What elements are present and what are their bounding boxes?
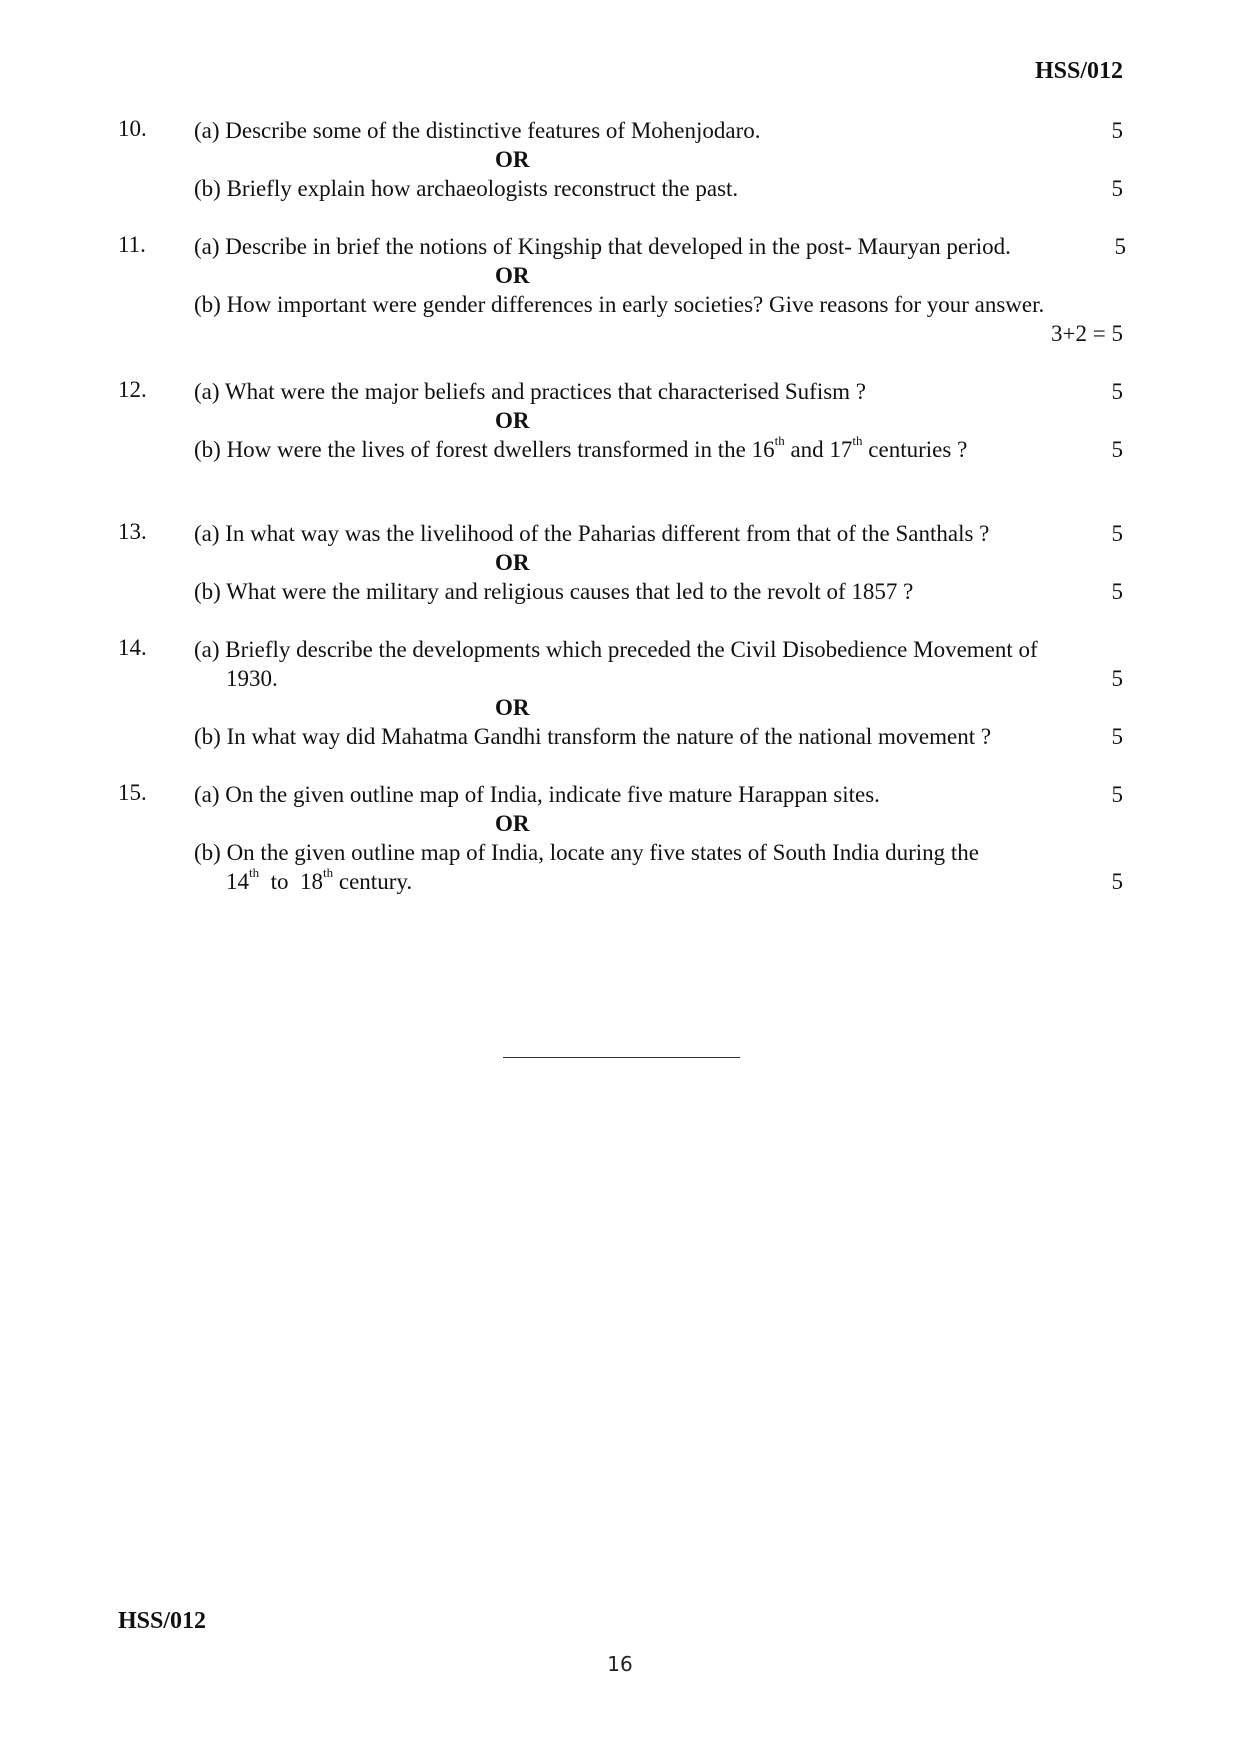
superscript: th xyxy=(249,865,260,881)
text-segment: (b) How were the lives of forest dwellers transformed in the 16 xyxy=(194,437,775,462)
or-separator: OR xyxy=(495,550,530,575)
marks: 5 xyxy=(1111,118,1123,143)
question-13 xyxy=(118,519,1123,606)
option-b-text: (b) How important were gender differences in early societies? Give reasons for your answer. xyxy=(194,292,1045,317)
marks: 5 xyxy=(1111,579,1123,604)
option-b-text: (b) What were the military and religious causes that led to the revolt of 1857 ? xyxy=(194,579,914,604)
option-a-text: (a) Briefly describe the developments which preceded the Civil Disobedience Movement of xyxy=(194,637,1038,662)
option-a xyxy=(194,377,1123,406)
marks: 5 xyxy=(1111,176,1123,201)
option-b-text xyxy=(194,433,968,462)
option-b-text-cont xyxy=(226,865,413,894)
text-segment: to 18 xyxy=(259,869,324,894)
option-a-text-cont: 1930. xyxy=(226,666,278,691)
option-b xyxy=(194,838,1123,867)
option-a xyxy=(194,232,1126,261)
page-number: 16 xyxy=(607,1652,633,1676)
or-separator: OR xyxy=(495,811,530,836)
option-b xyxy=(194,435,1123,464)
or-separator: OR xyxy=(495,408,530,433)
text-segment: century. xyxy=(333,869,413,894)
superscript: th xyxy=(852,433,863,449)
option-b xyxy=(194,174,1123,203)
text-segment: centuries ? xyxy=(862,437,968,462)
superscript: th xyxy=(774,433,785,449)
question-number: 15. xyxy=(118,780,147,805)
document-code-footer: HSS/012 xyxy=(118,1608,207,1634)
text-segment: 14 xyxy=(226,869,249,894)
text-segment: and 17 xyxy=(784,437,853,462)
question-number: 12. xyxy=(118,377,147,402)
question-11 xyxy=(118,232,1126,348)
option-b xyxy=(194,722,1123,751)
option-b-text: (b) In what way did Mahatma Gandhi transform the nature of the national movement ? xyxy=(194,724,992,749)
option-a xyxy=(194,519,1123,548)
or-separator: OR xyxy=(495,147,530,172)
option-b-continuation xyxy=(194,867,1123,896)
marks: 5 xyxy=(1114,234,1126,259)
option-a-text: (a) On the given outline map of India, indicate five mature Harappan sites. xyxy=(194,782,880,807)
option-b-text: (b) On the given outline map of India, locate any five states of South India during the xyxy=(194,840,979,865)
question-10 xyxy=(118,116,1123,203)
marks-breakdown: 3+2 = 5 xyxy=(1051,321,1123,346)
marks: 5 xyxy=(1111,869,1123,894)
marks: 5 xyxy=(1111,666,1123,691)
question-number: 13. xyxy=(118,519,147,544)
question-number: 14. xyxy=(118,635,147,660)
end-divider xyxy=(503,1057,740,1058)
option-a-text: (a) Describe some of the distinctive features of Mohenjodaro. xyxy=(194,118,761,143)
document-code-header: HSS/012 xyxy=(1034,58,1123,84)
or-separator: OR xyxy=(495,263,530,288)
option-b-text: (b) Briefly explain how archaeologists reconstruct the past. xyxy=(194,176,739,201)
marks: 5 xyxy=(1111,724,1123,749)
option-a-text: (a) What were the major beliefs and practices that characterised Sufism ? xyxy=(194,379,867,404)
marks: 5 xyxy=(1111,379,1123,404)
option-a xyxy=(194,116,1123,145)
marks: 5 xyxy=(1111,437,1123,462)
option-a xyxy=(194,780,1123,809)
marks: 5 xyxy=(1111,782,1123,807)
or-separator: OR xyxy=(495,695,530,720)
question-number: 10. xyxy=(118,116,147,141)
option-a-text: (a) Describe in brief the notions of Kingship that developed in the post- Mauryan period. xyxy=(194,234,1011,259)
option-a-continuation xyxy=(194,664,1123,693)
marks: 5 xyxy=(1111,521,1123,546)
option-a-text: (a) In what way was the livelihood of the Paharias different from that of the Santhals ? xyxy=(194,521,990,546)
option-a xyxy=(194,635,1123,664)
question-15 xyxy=(118,780,1123,896)
question-number: 11. xyxy=(118,232,146,257)
superscript: th xyxy=(323,865,334,881)
option-b xyxy=(194,290,1123,319)
option-b xyxy=(194,577,1123,606)
question-12 xyxy=(118,377,1123,464)
question-list xyxy=(118,116,1126,925)
question-14 xyxy=(118,635,1123,751)
